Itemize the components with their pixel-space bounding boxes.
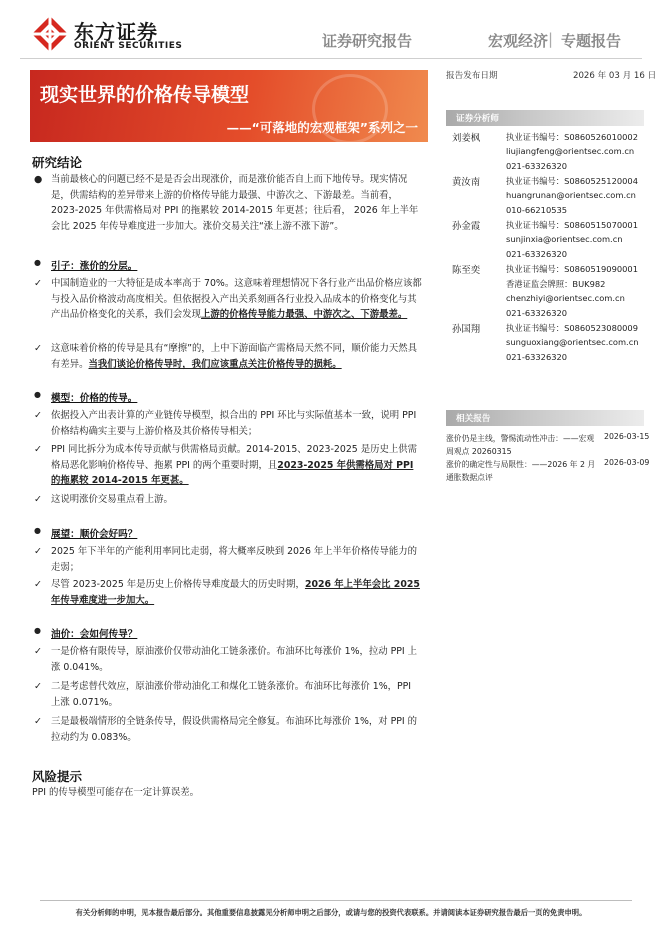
title-banner [30,70,428,142]
section-title: 引子：涨价的分层。 [51,261,138,272]
item-text: 尽管 2023-2025 年是历史上价格传导难度最大的历史时期， [51,579,305,590]
analyst-name: 刘姜枫 [452,133,481,144]
report-title: 现实世界的价格传导模型 [40,84,250,106]
conclusion-heading: 研究结论 [32,155,83,170]
related-report-date: 2026-03-09 [604,458,650,467]
checkmark-icon: ✓ [34,343,42,354]
checkmark-icon: ✓ [34,278,42,289]
analyst-email[interactable]: sunjinxia@orientsec.com.cn [506,234,623,244]
item-emphasis: 当我们谈论价格传导时，我们应该重点关注价格传导的损耗。 [88,358,342,370]
item-text: 二是考虑替代效应，原油涨价带动油化工和煤化工链条涨价。布油环比每涨价 1%，PPI 上涨 0.071%。 [51,681,412,708]
risk-text: PPI 的传导模型可能存在一定计算误差。 [32,787,200,798]
conclusion-text: 当前最核心的问题已经不是是否会出现涨价，而是涨价能否自上而下地传导。现实情况是，供需结构的差异带来上游的价格传导能力最强、中游次之、下游最差。当前看，2023-2025 年供需格局对 PPI 的拖累较 2014-2015 年更甚；往后看， 2026 年上半年会比 2025 年传导难度进一步加大。涨价交易关注“涨上游不涨下游”。 [51,174,419,232]
bullet-dot-icon: ● [34,626,41,635]
checkmark-icon: ✓ [34,546,42,557]
header-divider [20,58,642,59]
risk-heading: 风险提示 [32,769,83,784]
related-report-link[interactable]: 涨价仍是主线，警惕流动性冲击：——宏观周观点 20260315 [446,434,595,456]
bullet-dot-icon: ● [34,174,43,185]
analyst-name: 黄汝南 [452,177,481,188]
item-text: PPI 同比拆分为成本传导贡献与供需格局贡献。2014-2015、2023-2025 是历史上供需格局恶化影响价格传导、拖累 PPI 的两个重要时期，且 [51,444,417,471]
analyst-phone: 021-63326320 [506,249,568,259]
report-type: 证券研究报告 [322,32,413,50]
header-separator: | [548,30,554,48]
footer-disclaimer: 有关分析师的申明，见本报告最后部分。其他重要信息披露见分析师申明之后部分，或请与您的投资代表联系。并请阅读本证券研究报告最后一页的免责申明。 [75,908,587,917]
item-text: 三是最极端情形的全链条传导，假设供需格局完全修复。布油环比每涨价 1%，对 PPI 的拉动约为 0.083%。 [51,716,418,743]
item-emphasis: 上游的价格传导能力最强、中游次之、下游最差。 [201,309,408,321]
logo [30,14,200,54]
related-report-date: 2026-03-15 [604,432,650,441]
related-reports-heading: 相关报告 [456,414,491,424]
bullet-dot-icon: ● [34,258,41,267]
analyst-email[interactable]: huangrunan@orientsec.com.cn [506,190,636,200]
related-reports-header-bar [446,410,644,426]
checkmark-icon: ✓ [34,716,42,727]
section-title: 模型：价格的传导。 [51,393,138,404]
report-category: 宏观经济 [488,32,549,50]
conclusion-bullet [34,172,422,236]
analyst-name: 陈至奕 [452,265,481,276]
checkmark-icon: ✓ [34,410,42,421]
logo-chinese-name: 东方证券 [74,20,158,44]
item-emphasis: 2023-2025 年供需格局对 PPI 的拖累较 2014-2015 年更甚。 [51,459,414,487]
analysts-heading: 证券分析师 [456,114,499,124]
item-text: 中国制造业的一大特征是成本率高于 70%。这意味着理想情况下各行业产出品价格应该都与投入品价格波动高度相关。但依据投入产出关系刻画各行业投入品成本的价格变化与其产出品价格变化的关系，我们会发现 [51,278,422,321]
checkmark-icon: ✓ [34,444,42,455]
checkmark-icon: ✓ [34,646,42,657]
checkmark-icon: ✓ [34,494,42,505]
item-text: 一是价格有限传导，原油涨价仅带动油化工链条涨价。布油环比每涨价 1%，拉动 PPI 上涨 0.041%。 [51,646,418,673]
checkmark-icon: ✓ [34,579,42,590]
footer-divider [40,900,632,901]
analyst-email[interactable]: liujiangfeng@orientsec.com.cn [506,146,635,156]
analysts-header-bar [446,110,644,126]
analyst-name: 孙国翔 [452,324,481,335]
logo-english-name: ORIENT SECURITIES [74,41,183,51]
report-subcategory: 专题报告 [561,32,622,50]
report-series-subtitle: ——“可落地的宏观框架”系列之一 [226,120,418,135]
analyst-license: 执业证书编号：S0860523080009 [506,323,638,333]
item-text: 2025 年下半年的产能利用率同比走弱，将大概率反映到 2026 年上半年价格传导能力的走弱； [51,546,418,573]
analyst-phone: 010-66210535 [506,205,568,215]
analyst-phone: 021-63326320 [506,161,568,171]
bullet-dot-icon: ● [34,390,41,399]
item-emphasis: 2026 年上半年会比 2025 年传导难度进一步加大。 [51,579,420,606]
analyst-email[interactable]: sunguoxiang@orientsec.com.cn [506,337,639,347]
checkmark-icon: ✓ [34,681,42,692]
analyst-name: 孙金霞 [452,221,481,232]
item-text: 这意味着价格的传导是具有“摩擦”的，上中下游面临产需格局天然不同，顺价能力天然具有差异。 [51,343,417,370]
item-text: 依据投入产出表计算的产业链传导模型，拟合出的 PPI 环比与实际值基本一致，说明 PPI 价格结构确实主要与上游价格及其价格传导相关； [51,410,417,437]
analyst-phone: 021-63326320 [506,352,568,362]
publish-date-label: 报告发布日期 [446,71,498,81]
orient-securities-logo-icon [30,14,70,54]
analyst-phone: 021-63326320 [506,308,568,318]
section-title: 展望：顺价会好吗？ [51,529,138,540]
analyst-license: 执业证书编号：S0860526010002 [506,132,638,142]
publish-date-value: 2026 年 03 月 16 日 [573,71,657,81]
analyst-hk-license: 香港证监会牌照：BUK982 [506,279,606,289]
analyst-license: 执业证书编号：S0860515070001 [506,220,638,230]
analyst-license: 执业证书编号：S0860519090001 [506,264,638,274]
item-text: 这说明涨价交易重点看上游。 [51,494,173,505]
related-report-link[interactable]: 涨价的确定性与局限性：——2026 年 2 月通胀数据点评 [446,460,596,482]
analyst-license: 执业证书编号：S0860525120004 [506,176,638,186]
analyst-email[interactable]: chenzhiyi@orientsec.com.cn [506,293,625,303]
section-title: 油价：会如何传导？ [51,629,138,640]
bullet-dot-icon: ● [34,526,41,535]
